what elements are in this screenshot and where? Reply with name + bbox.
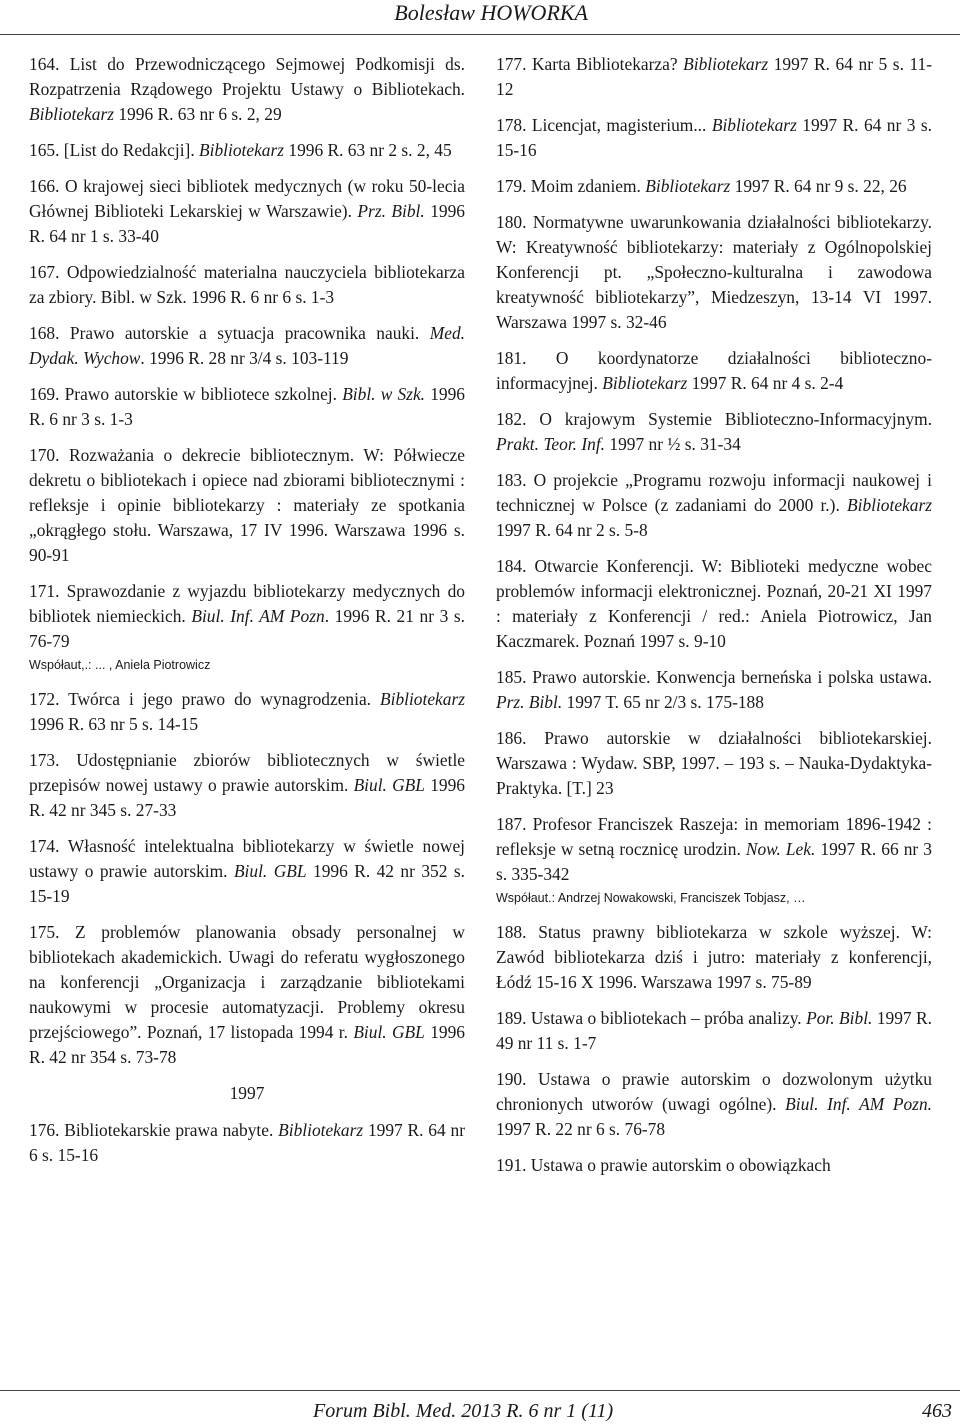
bibliography-entry	[29, 382, 465, 432]
entry-number: 183.	[496, 470, 527, 490]
bibliography-entry	[496, 665, 932, 715]
bibliography-entry	[496, 554, 932, 654]
entry-text: 1997 R. 66 nr 3 s. 335-342	[496, 839, 932, 884]
entry-text: Prawo autorskie w bibliotece szkolnej.	[59, 384, 343, 404]
footer-rule	[0, 1390, 960, 1391]
entry-source-title: Bibliotekarz	[602, 373, 688, 393]
entry-text: 1997 R. 64 nr 3 s. 15-16	[496, 115, 932, 160]
entry-text: Odpowiedzialność materialna nauczyciela bibliotekarza za zbiory. Bibl. w Szk. 1996 R. 6 nr 6 s. 1-3	[29, 262, 465, 307]
entry-text: Otwarcie Konferencji. W: Biblioteki medyczne wobec problemów informacji elektronicznej. Poznań, 20-21 XI 1997 : materiały z Konferencji / red.: Aniela Piotrowicz, Jan Kaczmarek. Poznań 1997 s. 9-10	[496, 556, 932, 651]
entry-source-title: Med. Dydak. Wychow	[29, 323, 465, 368]
coauthor-note: Współaut,.: ... , Aniela Piotrowicz	[29, 658, 211, 672]
bibliography-entry	[496, 210, 932, 335]
entry-text: Rozważania o dekrecie bibliotecznym. W: Półwiecze dekretu o bibliotekach i opiece nad zbiorami bibliotecznymi : refleksje i opinie bibliotekarzy : materiały ze spotkania „okrągłego stołu. Warszawa, 17 IV 1996. Warszawa 1996 s. 90-91	[29, 445, 465, 565]
entry-source-title: Prz. Bibl.	[357, 201, 425, 221]
bibliography-entry	[29, 260, 465, 310]
entry-text: 1996 R. 63 nr 6 s. 2, 29	[114, 104, 282, 124]
entry-text: 1997 R. 64 nr 6 s. 15-16	[29, 1120, 465, 1165]
bibliography-entry	[496, 407, 932, 457]
bibliography-entry	[496, 468, 932, 543]
entry-text: Status prawny bibliotekarza w szkole wyższej. W: Zawód bibliotekarza dziś i jutro: materiały z konferencji, Łódź 15-16 X 1996. Warszawa 1997 s. 75-89	[496, 922, 932, 992]
entry-text: Prawo autorskie. Konwencja berneńska i polska ustawa.	[526, 667, 932, 687]
bibliography-entry	[496, 174, 932, 199]
entry-text: Normatywne uwarunkowania działalności bibliotekarzy. W: Kreatywność bibliotekarzy: materiały z Ogólnopolskiej Konferencji pt. „Społeczno-kulturalna i zawodowa kreatywność bibliotekarzy”, Miedzeszyn, 13-14 VI 1997. Warszawa 1997 s. 32-46	[496, 212, 932, 332]
entry-text: 1996 R. 64 nr 1 s. 33-40	[29, 201, 465, 246]
bibliography-entry	[29, 920, 465, 1070]
entry-number: 167.	[29, 262, 60, 282]
entry-number: 173.	[29, 750, 60, 770]
left-column	[29, 52, 465, 1179]
entry-number: 176.	[29, 1120, 60, 1140]
entry-number: 190.	[496, 1069, 527, 1089]
entry-text: Ustawa o bibliotekach – próba analizy.	[526, 1008, 807, 1028]
entry-text: [List do Redakcji].	[59, 140, 200, 160]
bibliography-entry	[29, 687, 465, 737]
entry-text: 1997 R. 22 nr 6 s. 76-78	[496, 1119, 666, 1139]
entry-text: Z problemów planowania obsady personalnej w bibliotekach akademickich. Uwagi do referatu wygłoszonego na konferencji „Organizacja i zarządzanie bibliotekami naukowymi w procesie automatyzacji. Problemy okresu przejściowego”. Poznań, 17 listopada 1994 r.	[29, 922, 465, 1042]
entry-number: 169.	[29, 384, 60, 404]
page-footer	[0, 1400, 960, 1426]
bibliography-entry	[29, 748, 465, 823]
entry-source-title: Por. Bibl.	[806, 1008, 873, 1028]
right-column	[496, 52, 932, 1189]
entry-text: . 1996 R. 21 nr 3 s. 76-79	[29, 606, 465, 651]
entry-text: Ustawa o prawie autorskim o obowiązkach	[526, 1155, 831, 1175]
page-number: 463	[922, 1400, 952, 1422]
entry-number: 170.	[29, 445, 60, 465]
entry-text: Karta Bibliotekarza?	[526, 54, 684, 74]
entry-text: 1996 R. 42 nr 352 s. 15-19	[29, 861, 465, 906]
entry-source-title: Biul. Inf. AM Pozn.	[785, 1094, 932, 1114]
entry-number: 165.	[29, 140, 60, 160]
running-head-author: Bolesław HOWORKA	[394, 0, 588, 25]
bibliography-entry	[29, 174, 465, 249]
entry-text: Sprawozdanie z wyjazdu bibliotekarzy medycznych do bibliotek niemieckich.	[29, 581, 465, 626]
entry-source-title: Bibliotekarz	[278, 1120, 364, 1140]
entry-text: 1996 R. 42 nr 354 s. 73-78	[29, 1022, 465, 1067]
entry-text: O koordynatorze działalności biblioteczno-informacyjnej.	[496, 348, 932, 393]
footer-journal: Forum Bibl. Med. 2013 R. 6 nr 1 (11)	[313, 1400, 614, 1422]
page-header	[0, 0, 960, 30]
entry-text: O krajowym Systemie Biblioteczno-Informacyjnym.	[526, 409, 932, 429]
entry-number: 182.	[496, 409, 527, 429]
entry-source-title: Prz. Bibl.	[496, 692, 563, 712]
entry-number: 191.	[496, 1155, 527, 1175]
entry-text: 1996 R. 6 nr 3 s. 1-3	[29, 384, 466, 429]
bibliography-entry	[29, 443, 465, 568]
header-rule	[0, 34, 960, 35]
entry-number: 189.	[496, 1008, 527, 1028]
entry-number: 172.	[29, 689, 60, 709]
entry-text: 1997 R. 49 nr 11 s. 1-7	[496, 1008, 932, 1053]
entry-number: 184.	[496, 556, 527, 576]
bibliography-entry	[496, 52, 932, 102]
entry-source-title: Biul. GBL	[233, 861, 307, 881]
entry-text: List do Przewodniczącego Sejmowej Podkomisji ds. Rozpatrzenia Rządowego Projektu Ustawy o Bibliotekach.	[29, 54, 465, 99]
entry-source-title: Biul. GBL	[353, 775, 425, 795]
entry-source-title: Bibliotekarz	[711, 115, 797, 135]
entry-text: O projekcie „Programu rozwoju informacji naukowej i technicznej w Polsce (z zadaniami do 2000 r.).	[496, 470, 932, 515]
entry-number: 164.	[29, 54, 60, 74]
entry-source-title: Bibl. w Szk.	[342, 384, 426, 404]
entry-source-title: Bibliotekarz	[683, 54, 769, 74]
entry-text: Moim zdaniem.	[526, 176, 646, 196]
bibliography-entry	[496, 1153, 932, 1178]
entry-source-title: Biul. GBL	[353, 1022, 425, 1042]
bibliography-entry	[29, 579, 465, 654]
coauthor-note: Współaut.: Andrzej Nowakowski, Franciszek Tobjasz, …	[496, 891, 806, 905]
entry-text: Profesor Franciszek Raszeja: in memoriam 1896-1942 : refleksje w setną rocznicę urodzin.	[496, 814, 932, 859]
entry-number: 185.	[496, 667, 527, 687]
entry-text: 1996 R. 63 nr 2 s. 2, 45	[284, 140, 452, 160]
bibliography-entry	[496, 1006, 932, 1056]
bibliography-entry	[496, 726, 932, 801]
entry-source-title: Biul. Inf. AM Pozn	[191, 606, 325, 626]
bibliography-entry	[29, 1118, 465, 1168]
year-heading: 1997	[229, 1083, 265, 1103]
bibliography-entry	[496, 812, 932, 887]
entry-source-title: Bibliotekarz	[379, 689, 465, 709]
entry-text: Bibliotekarskie prawa nabyte.	[59, 1120, 279, 1140]
entry-text: Ustawa o prawie autorskim o dozwolonym użytku chronionych utworów (uwagi ogólne).	[496, 1069, 932, 1114]
entry-number: 168.	[29, 323, 60, 343]
entry-number: 177.	[496, 54, 527, 74]
entry-text: Prawo autorskie a sytuacja pracownika nauki.	[59, 323, 430, 343]
bibliography-entry	[29, 52, 465, 127]
bibliography-entry	[496, 1067, 932, 1142]
bibliography-entry	[29, 138, 465, 163]
bibliography-entry	[29, 321, 465, 371]
entry-number: 181.	[496, 348, 527, 368]
entry-number: 171.	[29, 581, 60, 601]
entry-number: 174.	[29, 836, 60, 856]
entry-source-title: Bibliotekarz	[29, 104, 115, 124]
entry-source-title: Now. Lek.	[745, 839, 816, 859]
entry-text: Własność intelektualna bibliotekarzy w świetle nowej ustawy o prawie autorskim.	[29, 836, 465, 881]
entry-text: 1997 R. 64 nr 5 s. 11-12	[496, 54, 933, 99]
bibliography-entry	[496, 920, 932, 995]
entry-source-title: Bibliotekarz	[199, 140, 285, 160]
entry-text: 1997 R. 64 nr 4 s. 2-4	[687, 373, 844, 393]
entry-source-title: Bibliotekarz	[645, 176, 731, 196]
entry-text: 1997 nr ½ s. 31-34	[605, 434, 741, 454]
entry-text: Twórca i jego prawo do wynagrodzenia.	[59, 689, 380, 709]
entry-number: 166.	[29, 176, 60, 196]
entry-source-title: Prakt. Teor. Inf.	[496, 434, 606, 454]
entry-text: O krajowej sieci bibliotek medycznych (w roku 50-lecia Głównej Biblioteki Lekarskiej w Warszawie).	[29, 176, 465, 221]
entry-text: 1997 R. 64 nr 2 s. 5-8	[496, 520, 648, 540]
entry-text: 1997 R. 64 nr 9 s. 22, 26	[730, 176, 907, 196]
entry-number: 188.	[496, 922, 527, 942]
bibliography-entry	[496, 113, 932, 163]
entry-text: 1996 R. 42 nr 345 s. 27-33	[29, 775, 465, 820]
entry-text: Licencjat, magisterium...	[526, 115, 712, 135]
entry-text: 1997 T. 65 nr 2/3 s. 175-188	[562, 692, 764, 712]
bibliography-entry	[29, 834, 465, 909]
entry-number: 179.	[496, 176, 527, 196]
entry-number: 180.	[496, 212, 527, 232]
entry-number: 175.	[29, 922, 60, 942]
entry-number: 178.	[496, 115, 527, 135]
bibliography-entry	[496, 346, 932, 396]
entry-number: 187.	[496, 814, 527, 834]
entry-text: Prawo autorskie w działalności bibliotekarskiej. Warszawa : Wydaw. SBP, 1997. – 193 s. – Nauka-Dydaktyka-Praktyka. [T.] 23	[496, 728, 932, 798]
entry-number: 186.	[496, 728, 527, 748]
entry-source-title: Bibliotekarz	[846, 495, 932, 515]
entry-text: Udostępnianie zbiorów bibliotecznych w świetle przepisów nowej ustawy o prawie autorskim.	[29, 750, 465, 795]
entry-text: 1996 R. 63 nr 5 s. 14-15	[29, 714, 199, 734]
entry-text: . 1996 R. 28 nr 3/4 s. 103-119	[140, 348, 349, 368]
